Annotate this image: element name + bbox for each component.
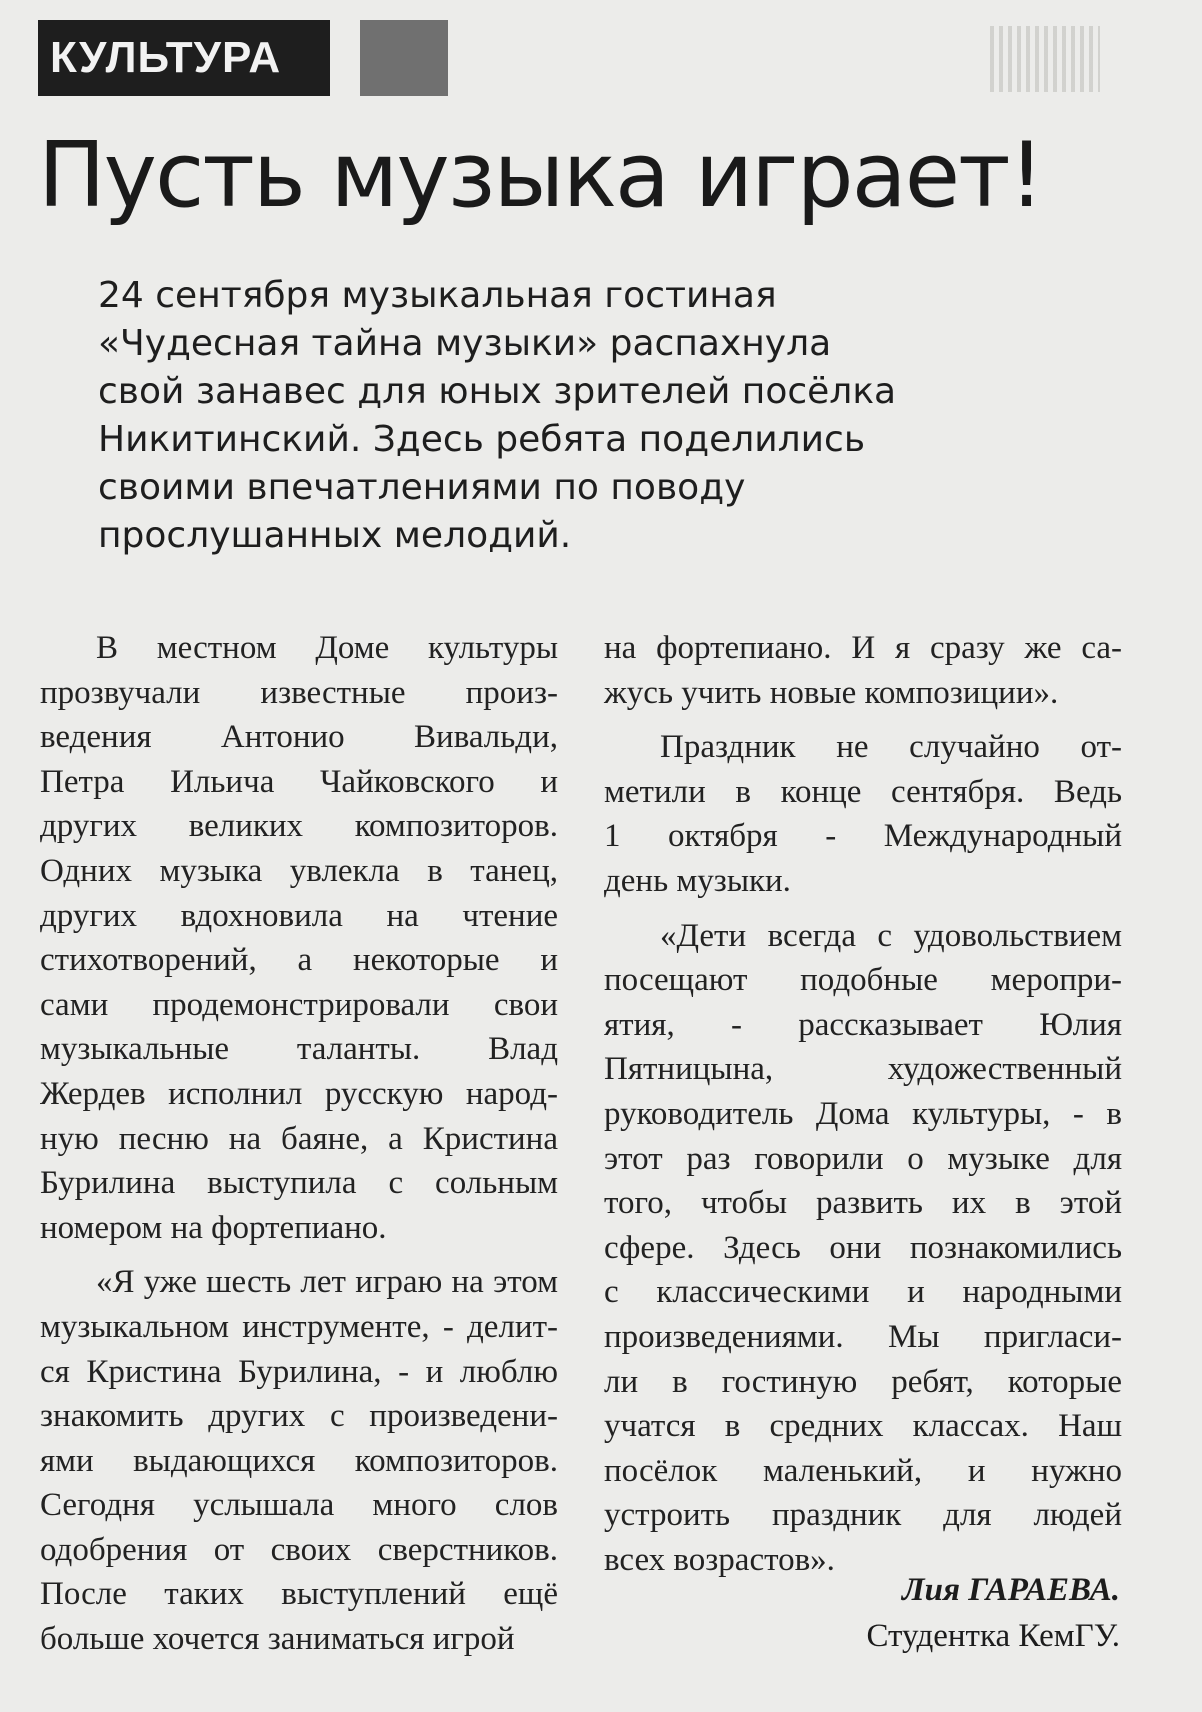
text-line: ную песню на баяне, а Кристина bbox=[40, 1120, 558, 1157]
paragraph bbox=[40, 626, 558, 1250]
article-column-right bbox=[604, 626, 1122, 1582]
text-line: день музыки. bbox=[604, 862, 791, 899]
text-line: ведения Антонио Вивальди, bbox=[40, 719, 558, 756]
text-line: посещают подобные меропри- bbox=[604, 962, 1122, 999]
text-line: сами продемонстрировали свои bbox=[40, 986, 558, 1023]
text-line: Одних музыка увлекла в танец, bbox=[40, 852, 558, 889]
text-line: своими впечатлениями по поводу bbox=[98, 467, 746, 508]
text-line: «Чудесная тайна музыки» распахнула bbox=[98, 323, 832, 364]
text-line: того, чтобы развить их в этой bbox=[604, 1185, 1122, 1222]
text-line: номером на фортепиано. bbox=[40, 1209, 387, 1246]
text-line: учатся в средних классах. Наш bbox=[604, 1408, 1122, 1445]
text-line: Никитинский. Здесь ребята поделились bbox=[98, 419, 866, 460]
text-line: ли в гостиную ребят, которые bbox=[604, 1363, 1122, 1400]
text-line: Бурилина выступила с сольным bbox=[40, 1165, 558, 1202]
text-line: музыкальном инструменте, - делит- bbox=[40, 1308, 558, 1345]
text-line: всех возрастов». bbox=[604, 1541, 835, 1578]
text-line: с классическими и народными bbox=[604, 1274, 1122, 1311]
text-line: на фортепиано. И я сразу же са- bbox=[604, 630, 1122, 666]
text-line: метили в конце сентября. Ведь bbox=[604, 773, 1122, 810]
text-line: стихотворений, а некоторые и bbox=[40, 942, 558, 979]
article-column-left bbox=[40, 626, 558, 1662]
paragraph bbox=[604, 914, 1122, 1583]
paragraph bbox=[604, 725, 1122, 903]
text-line: сфере. Здесь они познакомились bbox=[604, 1229, 1122, 1266]
text-line: музыкальные таланты. Влад bbox=[40, 1031, 558, 1068]
text-line: Пятницына, художественный bbox=[604, 1051, 1122, 1088]
text-line: произведениями. Мы пригласи- bbox=[604, 1318, 1122, 1355]
author-affiliation: Студентка КемГУ. bbox=[866, 1618, 1120, 1654]
article-lead bbox=[98, 272, 1118, 560]
text-line: «Я уже шесть лет играю на этом bbox=[96, 1264, 558, 1301]
text-line: 1 октября - Международный bbox=[604, 818, 1122, 855]
text-line: ятия, - рассказывает Юлия bbox=[604, 1006, 1122, 1043]
rubric-decoration-box bbox=[360, 20, 448, 96]
text-line: Петра Ильича Чайковского и bbox=[40, 763, 558, 800]
text-line: 24 сентября музыкальная гостиная bbox=[98, 275, 777, 316]
text-line: Сегодня услышала много слов bbox=[40, 1487, 558, 1524]
text-line: Праздник не случайно от- bbox=[660, 729, 1122, 766]
text-line: других вдохновила на чтение bbox=[40, 897, 558, 934]
text-line: После таких выступлений ещё bbox=[40, 1576, 558, 1613]
section-rubric: КУЛЬТУРА bbox=[38, 20, 330, 96]
text-line: ями выдающихся композиторов. bbox=[40, 1442, 558, 1479]
text-line: руководитель Дома культуры, - в bbox=[604, 1095, 1122, 1132]
text-line: «Дети всегда с удовольствием bbox=[660, 917, 1122, 954]
text-line: прозвучали известные произ- bbox=[40, 674, 558, 711]
author-name: Лия ГАРАЕВА. bbox=[902, 1572, 1120, 1608]
bleed-through-logo bbox=[990, 26, 1100, 92]
text-line: Жердев исполнил русскую народ- bbox=[40, 1075, 558, 1112]
text-line: этот раз говорили о музыке для bbox=[604, 1140, 1122, 1177]
text-line: ся Кристина Бурилина, - и люблю bbox=[40, 1353, 558, 1390]
text-line: других великих композиторов. bbox=[40, 808, 558, 845]
text-line: знакомить других с произведени- bbox=[40, 1398, 558, 1435]
paragraph bbox=[40, 1260, 558, 1661]
text-line: жусь учить новые композиции». bbox=[604, 674, 1059, 711]
text-line: прослушанных мелодий. bbox=[98, 515, 572, 556]
text-line: устроить праздник для людей bbox=[604, 1497, 1122, 1534]
text-line: больше хочется заниматься игрой bbox=[40, 1621, 515, 1658]
text-line: посёлок маленький, и нужно bbox=[604, 1452, 1122, 1489]
text-line: В местном Доме культуры bbox=[96, 630, 558, 666]
paragraph bbox=[604, 626, 1122, 715]
article-headline: Пусть музыка играет! bbox=[38, 123, 1043, 228]
text-line: одобрения от своих сверстников. bbox=[40, 1531, 558, 1568]
text-line: свой занавес для юных зрителей посёлка bbox=[98, 371, 897, 412]
